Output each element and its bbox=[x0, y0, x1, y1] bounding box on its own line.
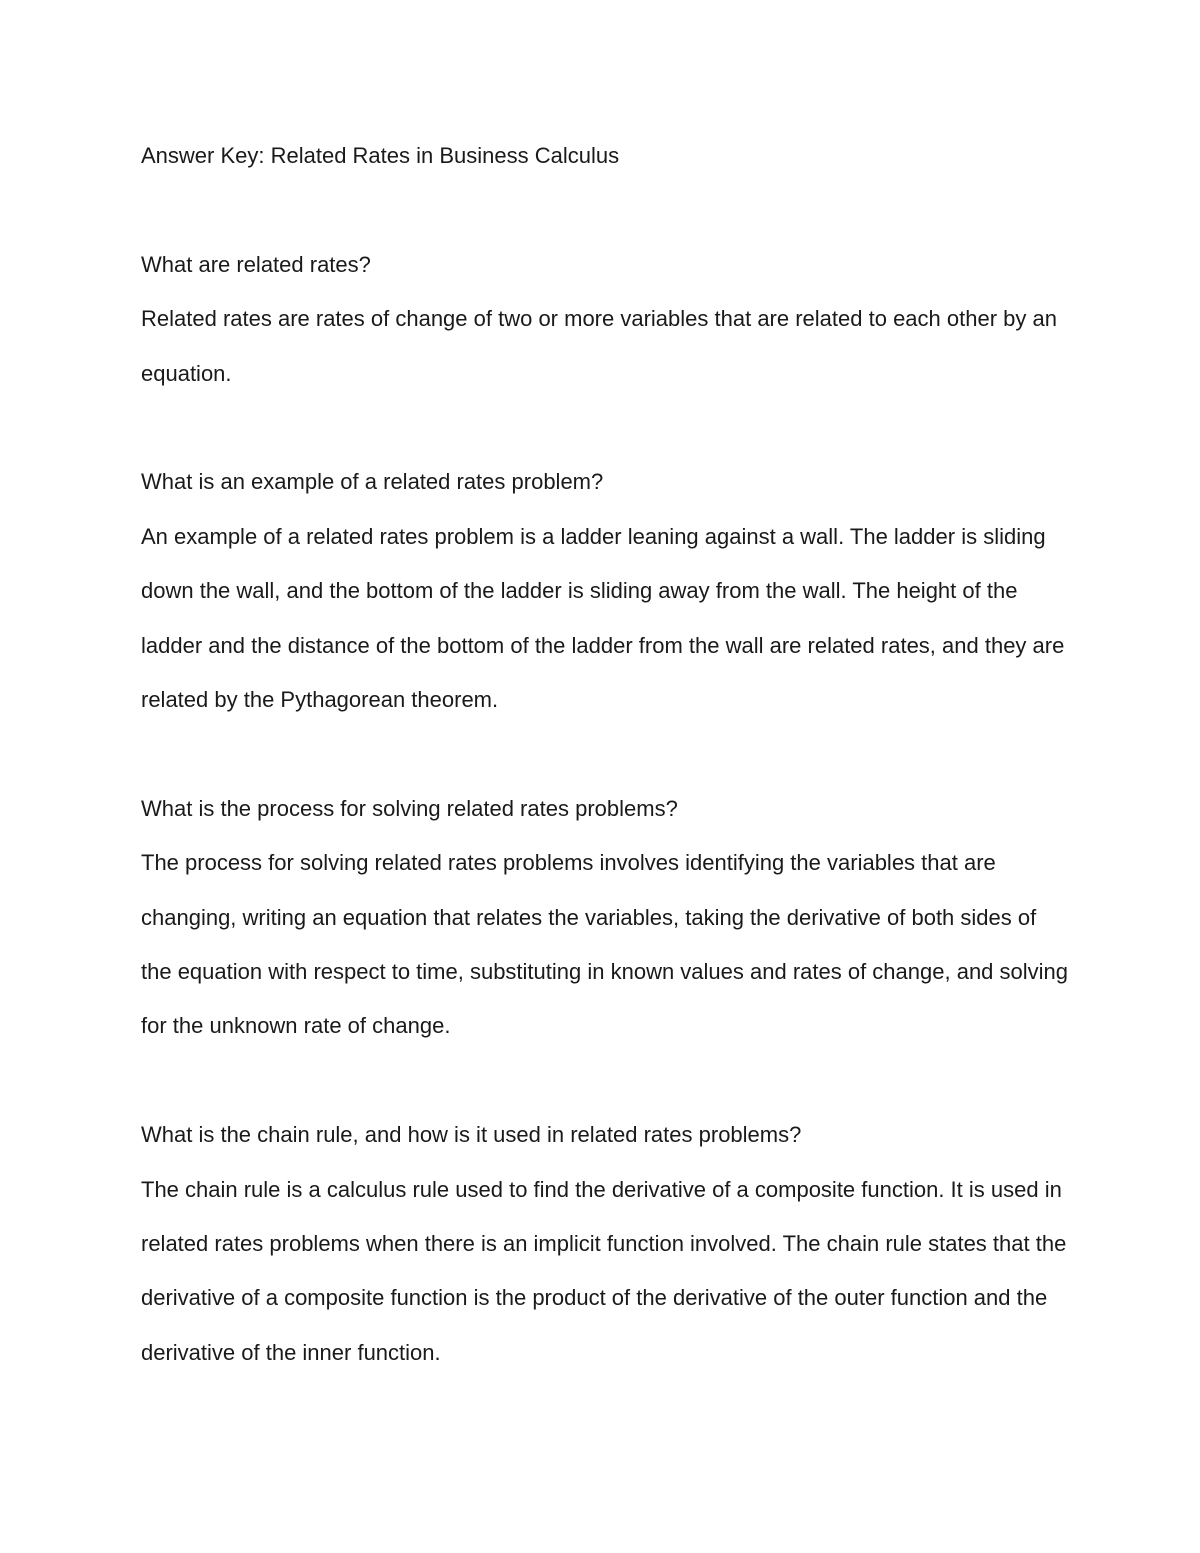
answer: The chain rule is a calculus rule used to find the derivative of a composite function. It is used in related rates problems when there is an implicit function involved. The chain rule states that the derivative of a composite function is the product of the derivative of the outer function and the derivative of the inner function. bbox=[141, 1176, 1067, 1365]
question: What are related rates? bbox=[141, 251, 371, 277]
question: What is an example of a related rates problem? bbox=[141, 469, 604, 495]
document-title: Answer Key: Related Rates in Business Calculus bbox=[141, 143, 620, 168]
document-body bbox=[141, 129, 1071, 1435]
question: What is the process for solving related rates problems? bbox=[141, 795, 678, 821]
qa-section-chain-rule bbox=[141, 1108, 1071, 1380]
answer: The process for solving related rates problems involves identifying the variables that are changing, writing an equation that relates the variables, taking the derivative of both sides of the equation with respect to time, substituting in known values and rates of change, and solving for the unknown rate of change. bbox=[141, 850, 1069, 1039]
qa-section-process bbox=[141, 782, 1071, 1054]
question: What is the chain rule, and how is it used in related rates problems? bbox=[141, 1122, 802, 1148]
qa-section-example bbox=[141, 455, 1071, 727]
answer: Related rates are rates of change of two or more variables that are related to each other by an equation. bbox=[141, 306, 1057, 386]
answer: An example of a related rates problem is a ladder leaning against a wall. The ladder is sliding down the wall, and the bottom of the ladder is sliding away from the wall. The height of the ladder and the distance of the bottom of the ladder from the wall are related rates, and they are related by the Pythagorean theorem. bbox=[141, 523, 1065, 713]
qa-section-related-rates bbox=[141, 238, 1071, 401]
